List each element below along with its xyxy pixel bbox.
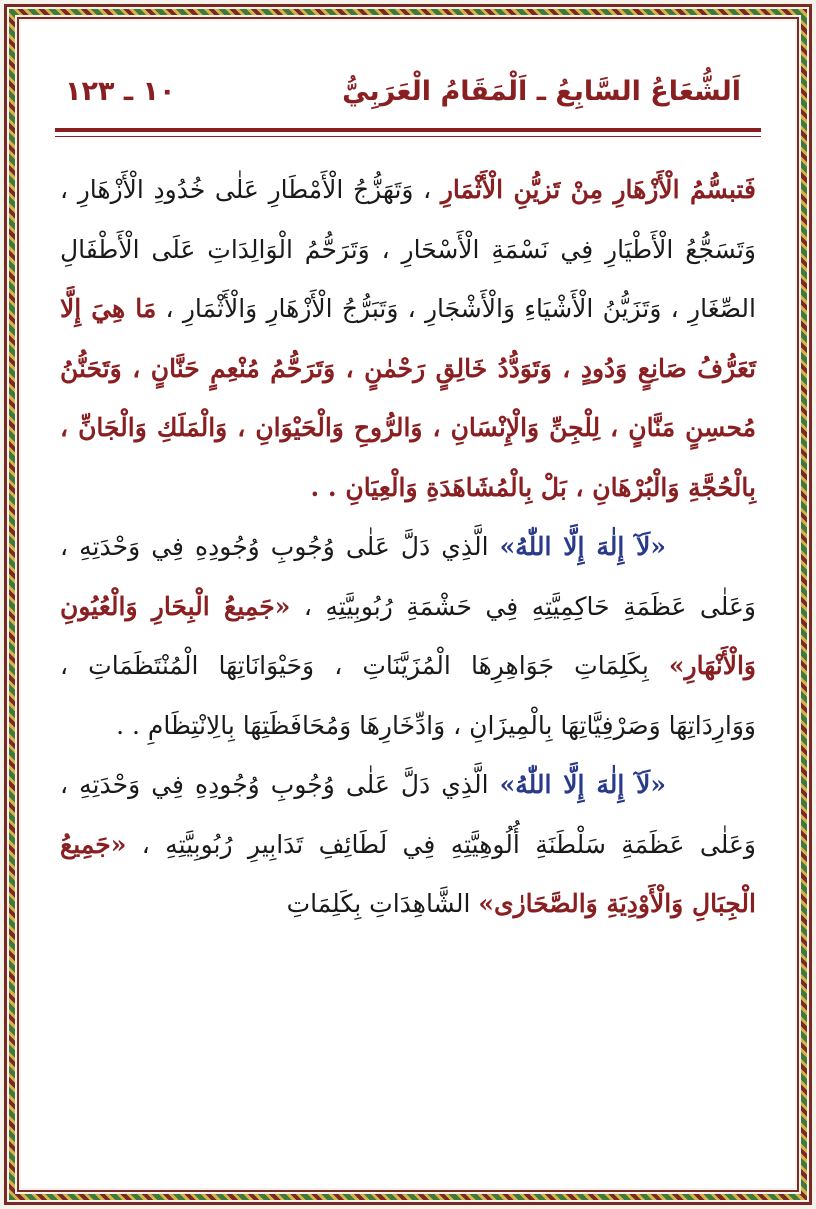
- page-header: [55, 76, 761, 122]
- header-rule-thin: [55, 136, 761, 137]
- highlighted-phrase: «جَمِيعُ الْجِبَالِ وَالْأَوْدِيَةِ وَالصَّحَارٰى»: [60, 829, 756, 918]
- header-rule-thick: [55, 128, 761, 132]
- highlighted-phrase: فَتبسُّمُ الْأَزْهَارِ مِنْ تَزيُّنِ الْأَثْمَارِ: [440, 175, 756, 204]
- text-run: ، وَتَهَزُّجُ الْأَمْطَارِ عَلٰى خُدُودِ الْأَزْهَارِ ، وَتَسَجُّعُ الْأَطْيَارِ فِي نَسْمَةِ الْأَسْحَارِ ، وَتَرَحُّمُ الْوَالِدَاتِ عَلَى الْأَطْفَالِ الصِّغَارِ ، وَتَزَيُّنُ الْأَشْيَاءِ وَالْأَشْجَارِ ، وَتَبَرُّجُ الْأَزْهَارِ وَالْأَثْمَارِ ،: [60, 175, 756, 323]
- text-run: الَّذِي دَلَّ عَلٰى وُجُوبِ وُجُودِهِ فِي وَحْدَتِهِ ، وَعَلٰى عَظَمَةِ حَاكِمِيَّتِهِ فِي حَشْمَةِ رُبُوبِيَّتِهِ ،: [60, 532, 756, 621]
- paragraph: [60, 517, 756, 755]
- paragraph: [60, 160, 756, 517]
- chapter-title: اَلشُّعَاعُ السَّابِعُ ـ اَلْمَقَامُ الْعَرَبِيُّ: [342, 76, 741, 107]
- text-run: الشَّاهِدَاتِ بِكَلِمَاتِ: [286, 889, 479, 918]
- text-run: بِكَلِمَاتِ جَوَاهِرِهَا الْمُزَيَّنَاتِ ، وَحَيْوَانَاتِهَا الْمُنْتَظَمَاتِ ، وَوَارِدَاتِهَا وَصَرْفِيَّاتِهَا بِالْمِيزَانِ ، وَادِّخَارِهَا وَمُحَافَظَتِهَا بِالِانْتِظَامِ . .: [60, 651, 756, 740]
- page-number: ١٠ ـ ١٢٣: [65, 76, 176, 107]
- paragraph: [60, 755, 756, 934]
- body-text: [60, 160, 756, 1169]
- highlighted-phrase: مَا هِيَ إِلَّا تَعَرُّفُ صَانِعٍ وَدُودٍ ، وَتَوَدُّدُ خَالِقٍ رَحْمٰنٍ ، وَتَرَحُّمُ مُنْعِمٍ حَنَّانٍ ، وَتَحَنُّنُ مُحسِنٍ مَنَّانٍ ، لِلْجِنِّ وَالْإِنْسَانِ ، وَالرُّوحِ وَالْحَيْوَانِ ، وَالْمَلَكِ وَالْجَانِّ ، بِالْحُجَّةِ وَالْبُرْهَانِ ، بَلْ بِالْمُشَاهَدَةِ وَالْعِيَانِ . .: [60, 294, 756, 502]
- shahada-phrase: «لَآ إِلٰهَ إِلَّا اللّٰهُ»: [499, 532, 666, 561]
- text-run: الَّذِي دَلَّ عَلٰى وُجُوبِ وُجُودِهِ فِي وَحْدَتِهِ ، وَعَلٰى عَظَمَةِ سَلْطَنَةِ أُلُوهِيَّتِهِ فِي لَطَائِفِ تَدَابِيرِ رُبُوبِيَّتِهِ ،: [60, 770, 757, 859]
- highlighted-phrase: «جَمِيعُ الْبِحَارِ وَالْعُيُونِ وَالْأَنْهَارِ»: [60, 591, 756, 680]
- shahada-phrase: «لَآ إِلٰهَ إِلَّا اللّٰهُ»: [499, 770, 666, 799]
